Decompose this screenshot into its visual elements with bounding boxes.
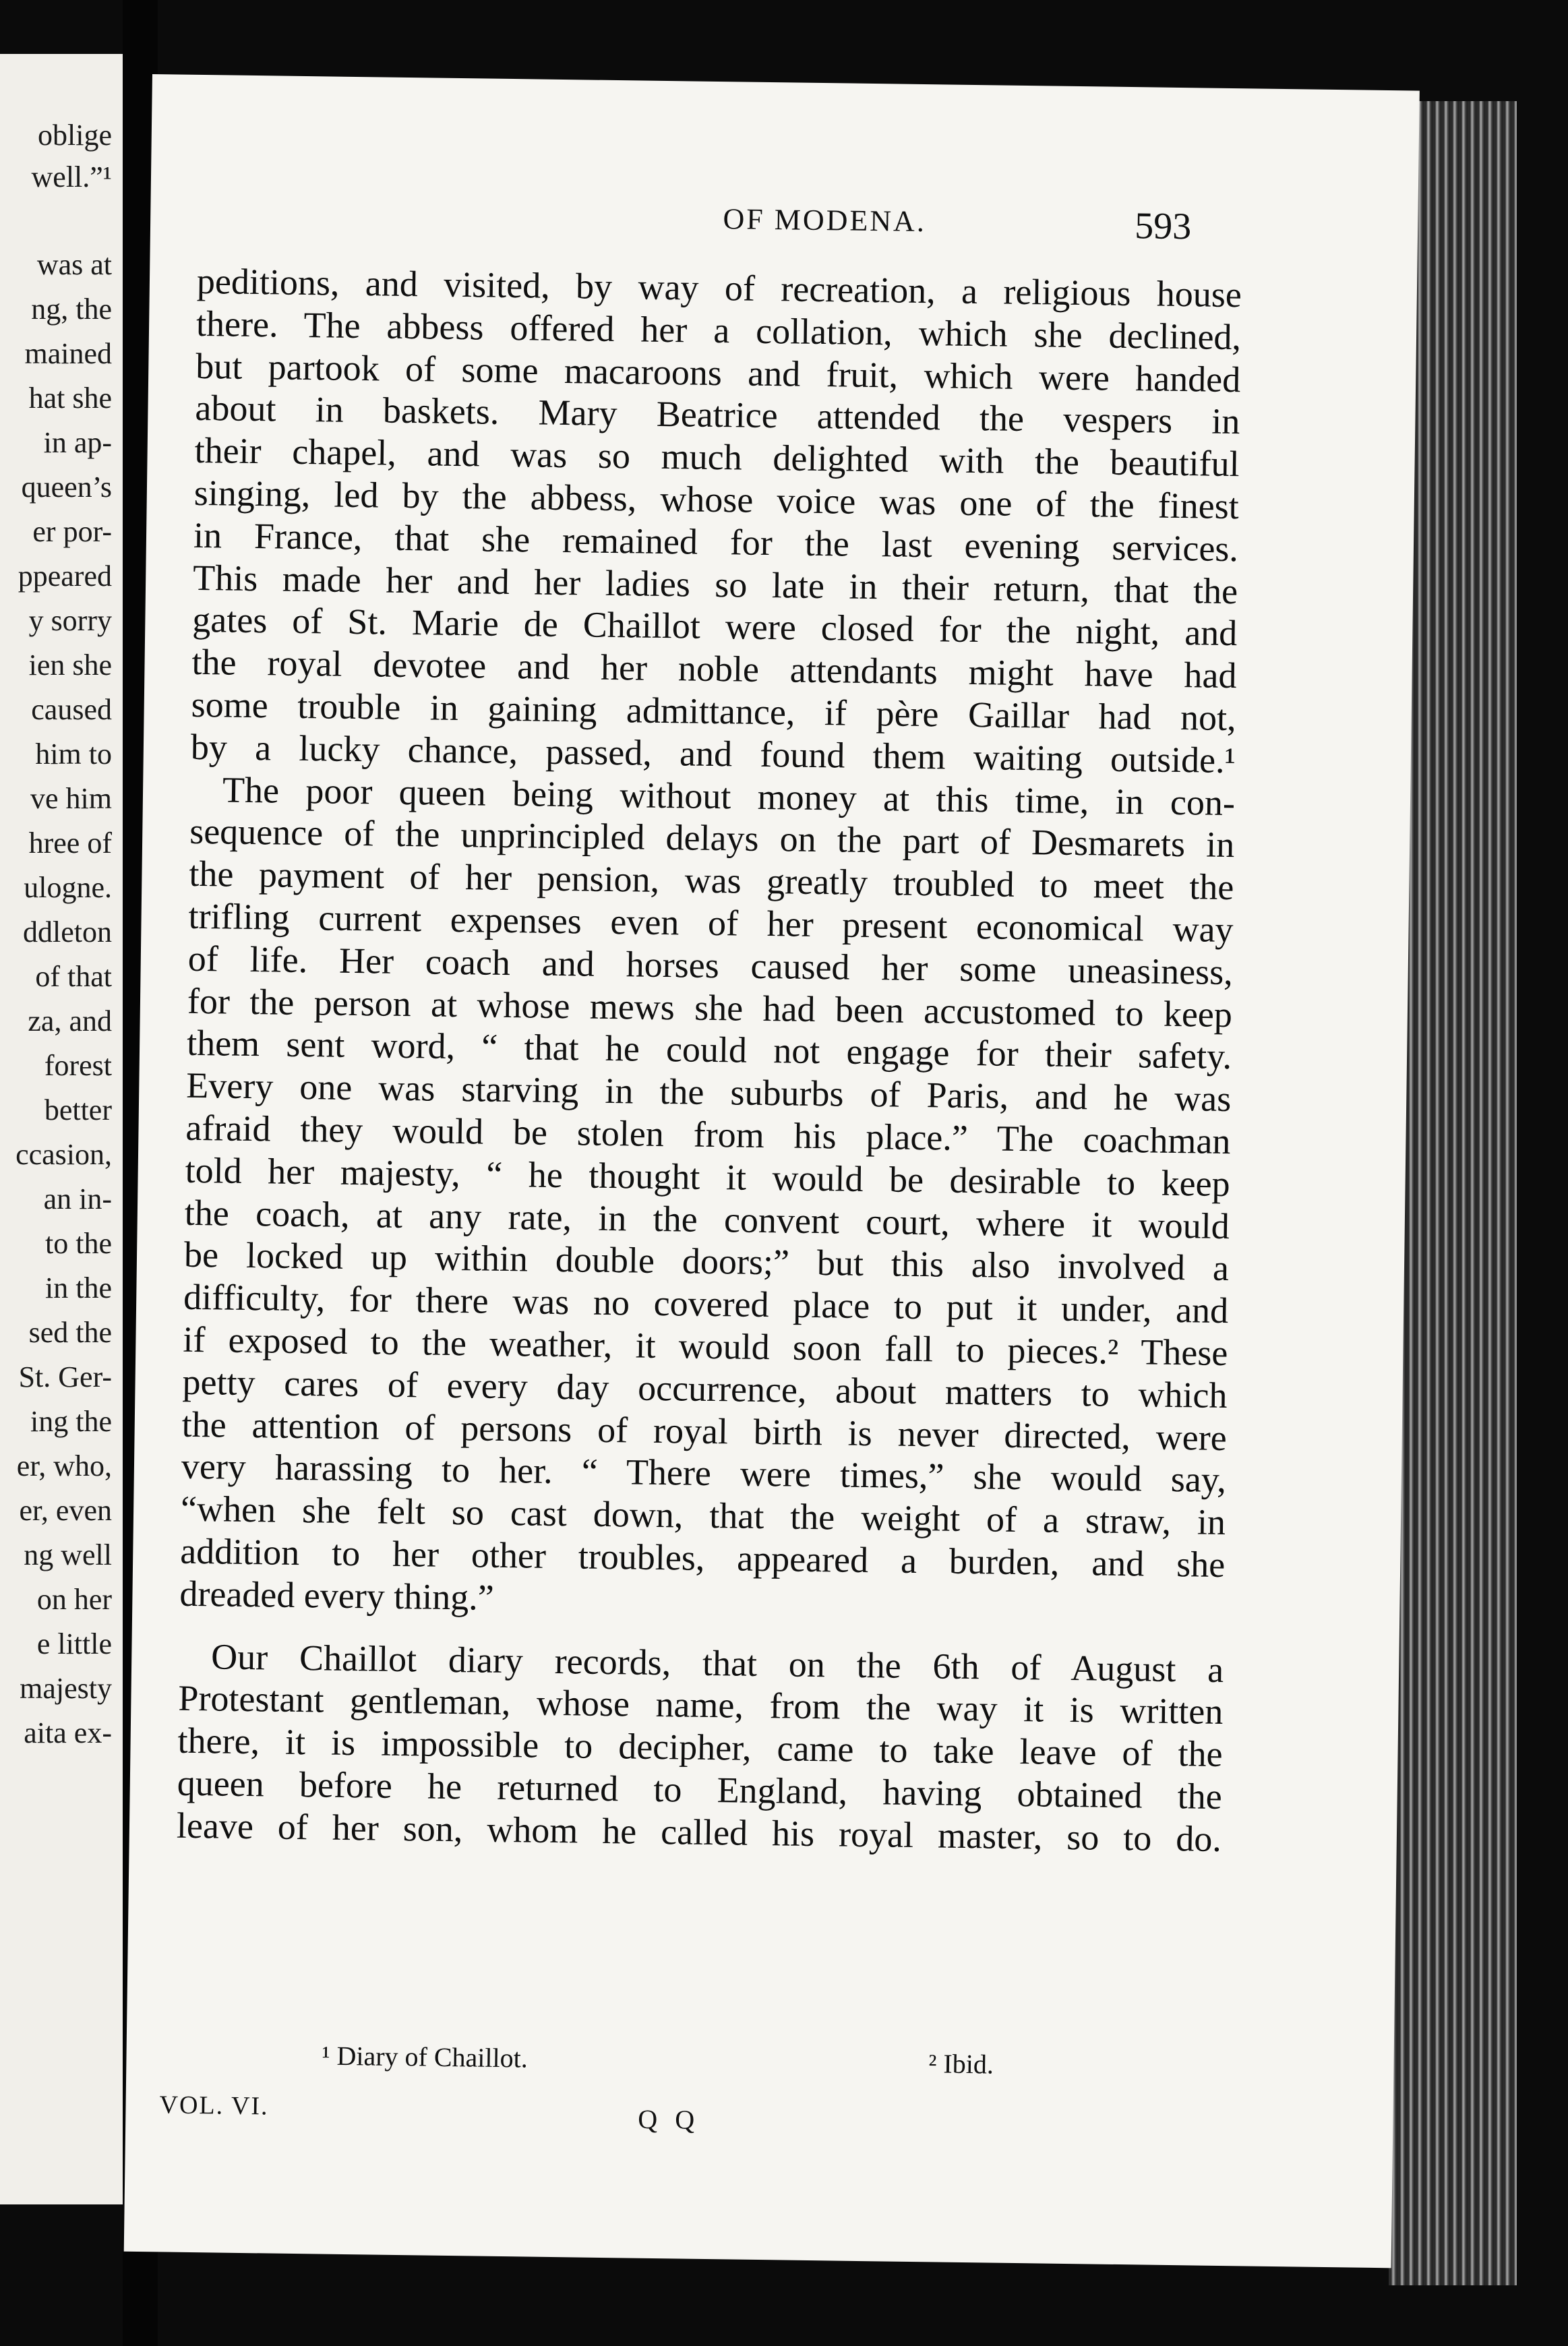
left-page-line: St. Ger- xyxy=(18,1360,112,1393)
left-page-line: caused xyxy=(31,693,112,726)
text-line: be locked up within double doors;” but this also involved a xyxy=(183,1234,1230,1289)
text-line: Our Chaillot diary records, that on the 6th of August a xyxy=(210,1635,1224,1690)
left-page-line: er, who, xyxy=(16,1449,112,1482)
left-page-line: er, even xyxy=(19,1494,112,1527)
left-page-line: better xyxy=(44,1093,112,1126)
text-line: the attention of persons of royal birth is never directed, were xyxy=(181,1404,1228,1458)
text-line: peditions, and visited, by way of recreation, a religious house xyxy=(196,260,1242,315)
footnote-2: ² Ibid. xyxy=(928,2048,994,2080)
left-page-line: queen’s xyxy=(21,471,112,504)
text-line: petty cares of every day occurrence, about matters to which xyxy=(182,1361,1228,1416)
left-page-line: ulogne. xyxy=(24,871,112,904)
left-page-line: ng well xyxy=(24,1538,112,1571)
left-page-fragment xyxy=(0,54,123,2204)
left-page-line: was at xyxy=(36,248,112,281)
left-page-line: in ap- xyxy=(43,426,112,459)
left-page-line: ng, the xyxy=(31,293,112,326)
left-page-line: aita ex- xyxy=(24,1716,112,1749)
text-line: trifling current expenses even of her present economical way xyxy=(188,895,1234,951)
text-line: there, it is impossible to decipher, came to take leave of the xyxy=(177,1720,1223,1775)
text-line: singing, led by the abbess, whose voice was one of the finest xyxy=(193,472,1240,527)
body-text xyxy=(177,260,1242,1861)
text-line: The poor queen being without money at this time, in con- xyxy=(222,769,1236,823)
text-line: the payment of her pension, was greatly troubled to meet the xyxy=(189,853,1234,908)
left-page-line: oblige xyxy=(38,119,112,152)
volume-mark: VOL. VI. xyxy=(159,2091,269,2121)
footnotes xyxy=(173,2038,1219,2085)
text-line: “when she felt so cast down, that the weight of a straw, in xyxy=(180,1488,1226,1543)
signature-mark: Q Q xyxy=(638,2103,700,2135)
left-page-line: ve him xyxy=(30,782,112,815)
left-page-line: sed the xyxy=(28,1316,112,1349)
left-page-line: well.”¹ xyxy=(31,160,112,193)
text-line: in France, that she remained for the last evening services. xyxy=(193,514,1239,569)
left-page-line: of that xyxy=(35,960,112,993)
text-line: for the person at whose mews she had been accustomed to keep xyxy=(187,980,1233,1035)
text-line: sequence of the unprincipled delays on the part of Desmarets in xyxy=(189,811,1235,866)
text-line: them sent word, “ that he could not engage for their safety. xyxy=(186,1023,1232,1077)
book-page xyxy=(124,74,1420,2268)
text-line: dreaded every thing.” xyxy=(179,1573,495,1618)
text-line: there. The abbess offered her a collation, which she declined, xyxy=(195,303,1242,357)
text-line: the royal devotee and her noble attendants might have had xyxy=(191,642,1237,696)
text-line: their chapel, and was so much delighted with the beautiful xyxy=(194,430,1240,485)
text-line: addition to her other troubles, appeared a burden, and she xyxy=(179,1530,1226,1585)
left-page-line: him to xyxy=(35,738,112,771)
text-line: gates of St. Marie de Chaillot were closed for the night, and xyxy=(192,599,1238,654)
left-page-line: mained xyxy=(24,337,112,370)
left-page-line: ien she xyxy=(28,649,112,682)
text-line: queen before he returned to England, having obtained the xyxy=(177,1762,1223,1817)
text-line: Protestant gentleman, whose name, from the way it is written xyxy=(178,1678,1224,1733)
left-page-line: to the xyxy=(45,1227,112,1260)
left-page-line: e little xyxy=(36,1627,112,1660)
text-line: the coach, at any rate, in the convent court, where it would xyxy=(184,1192,1230,1246)
text-line: Every one was starving in the suburbs of Paris, and he was xyxy=(185,1064,1232,1120)
page-number: 593 xyxy=(1134,205,1192,248)
text-line: afraid they would be stolen from his place.” The coachman xyxy=(185,1107,1231,1162)
left-page-line: on her xyxy=(36,1583,112,1616)
text-line: of life. Her coach and horses caused her some uneasiness, xyxy=(187,938,1234,992)
text-line: leave of her son, whom he called his royal master, so to do. xyxy=(176,1805,1222,1859)
footnote-1: ¹ Diary of Chaillot. xyxy=(322,2040,529,2074)
text-line: This made her and her ladies so late in their return, that the xyxy=(192,557,1238,611)
left-page-line: y sorry xyxy=(28,604,112,637)
left-page-line: za, and xyxy=(28,1004,112,1037)
left-page-line: er por- xyxy=(32,515,112,548)
text-line: but partook of some macaroons and fruit, which were handed xyxy=(195,345,1241,400)
left-page-line: ccasion, xyxy=(16,1138,112,1171)
running-head: OF MODENA. xyxy=(723,202,927,239)
text-line: very harassing to her. “ There were times,” she would say, xyxy=(181,1446,1227,1501)
left-page-line: an in- xyxy=(43,1182,112,1215)
left-page-line: forest xyxy=(44,1049,112,1082)
left-page-line: ing the xyxy=(30,1405,112,1438)
left-page-line: ddleton xyxy=(23,915,112,949)
text-line: by a lucky chance, passed, and found them waiting outside.¹ xyxy=(190,726,1236,781)
left-page-line: majesty xyxy=(20,1672,112,1705)
left-page-line: ppeared xyxy=(18,560,112,593)
left-page-line: in the xyxy=(45,1271,112,1304)
text-line: if exposed to the weather, it would soon fall to pieces.² These xyxy=(183,1319,1228,1373)
text-line: about in baskets. Mary Beatrice attended the vespers in xyxy=(195,388,1240,442)
left-page-line: hree of xyxy=(28,826,112,860)
text-line: told her majesty, “ he thought it would be desirable to keep xyxy=(185,1149,1230,1204)
text-line: difficulty, for there was no covered place to put it under, and xyxy=(183,1276,1229,1331)
text-line: some trouble in gaining admittance, if père Gaillar had not, xyxy=(191,684,1237,739)
left-page-line: hat she xyxy=(28,382,112,415)
